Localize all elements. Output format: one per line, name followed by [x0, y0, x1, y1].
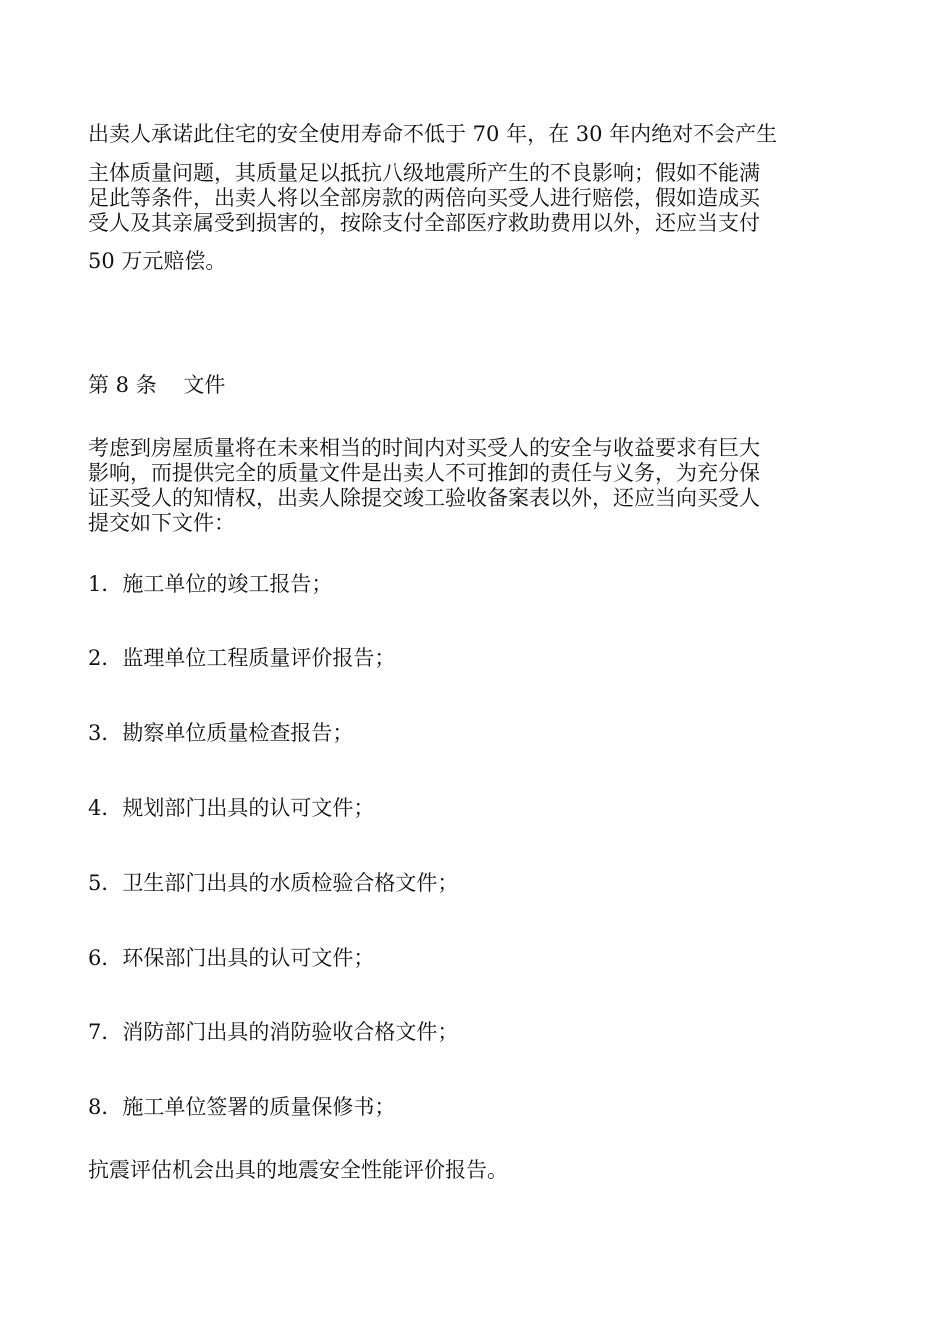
- article-heading: 第 8 条 文件: [88, 373, 226, 397]
- paragraph-1-line-3: 足此等条件，出卖人将以全部房款的两倍向买受人进行赔偿，假如造成买: [88, 186, 760, 210]
- document-list-item-8: 8．施工单位签署的质量保修书；: [88, 1095, 396, 1119]
- paragraph-1-line-5: 50 万元赔偿。: [88, 249, 227, 273]
- document-list-item-2: 2．监理单位工程质量评价报告；: [88, 646, 396, 670]
- paragraph-1-line-4: 受人及其亲属受到损害的，按除支付全部医疗救助费用以外，还应当支付: [88, 211, 760, 235]
- paragraph-2-line-3: 证买受人的知情权，出卖人除提交竣工验收备案表以外，还应当向买受人: [88, 486, 760, 510]
- paragraph-2-line-2: 影响，而提供完全的质量文件是出卖人不可推卸的责任与义务，为充分保: [88, 461, 760, 485]
- paragraph-2-line-4: 提交如下文件：: [88, 511, 235, 535]
- document-list-item-3: 3．勘察单位质量检查报告；: [88, 721, 354, 745]
- document-list-item-4: 4．规划部门出具的认可文件；: [88, 796, 375, 820]
- closing-line: 抗震评估机会出具的地震安全性能评价报告。: [88, 1158, 508, 1182]
- paragraph-1-line-2: 主体质量问题，其质量足以抵抗八级地震所产生的不良影响；假如不能满: [88, 161, 760, 185]
- document-list-item-1: 1．施工单位的竣工报告；: [88, 572, 333, 596]
- document-list-item-7: 7．消防部门出具的消防验收合格文件；: [88, 1020, 459, 1044]
- document-list-item-5: 5．卫生部门出具的水质检验合格文件；: [88, 871, 459, 895]
- document-list-item-6: 6．环保部门出具的认可文件；: [88, 946, 375, 970]
- paragraph-1-line-1: 出卖人承诺此住宅的安全使用寿命不低于 70 年，在 30 年内绝对不会产生: [88, 122, 778, 146]
- paragraph-2-line-1: 考虑到房屋质量将在未来相当的时间内对买受人的安全与收益要求有巨大: [88, 436, 760, 460]
